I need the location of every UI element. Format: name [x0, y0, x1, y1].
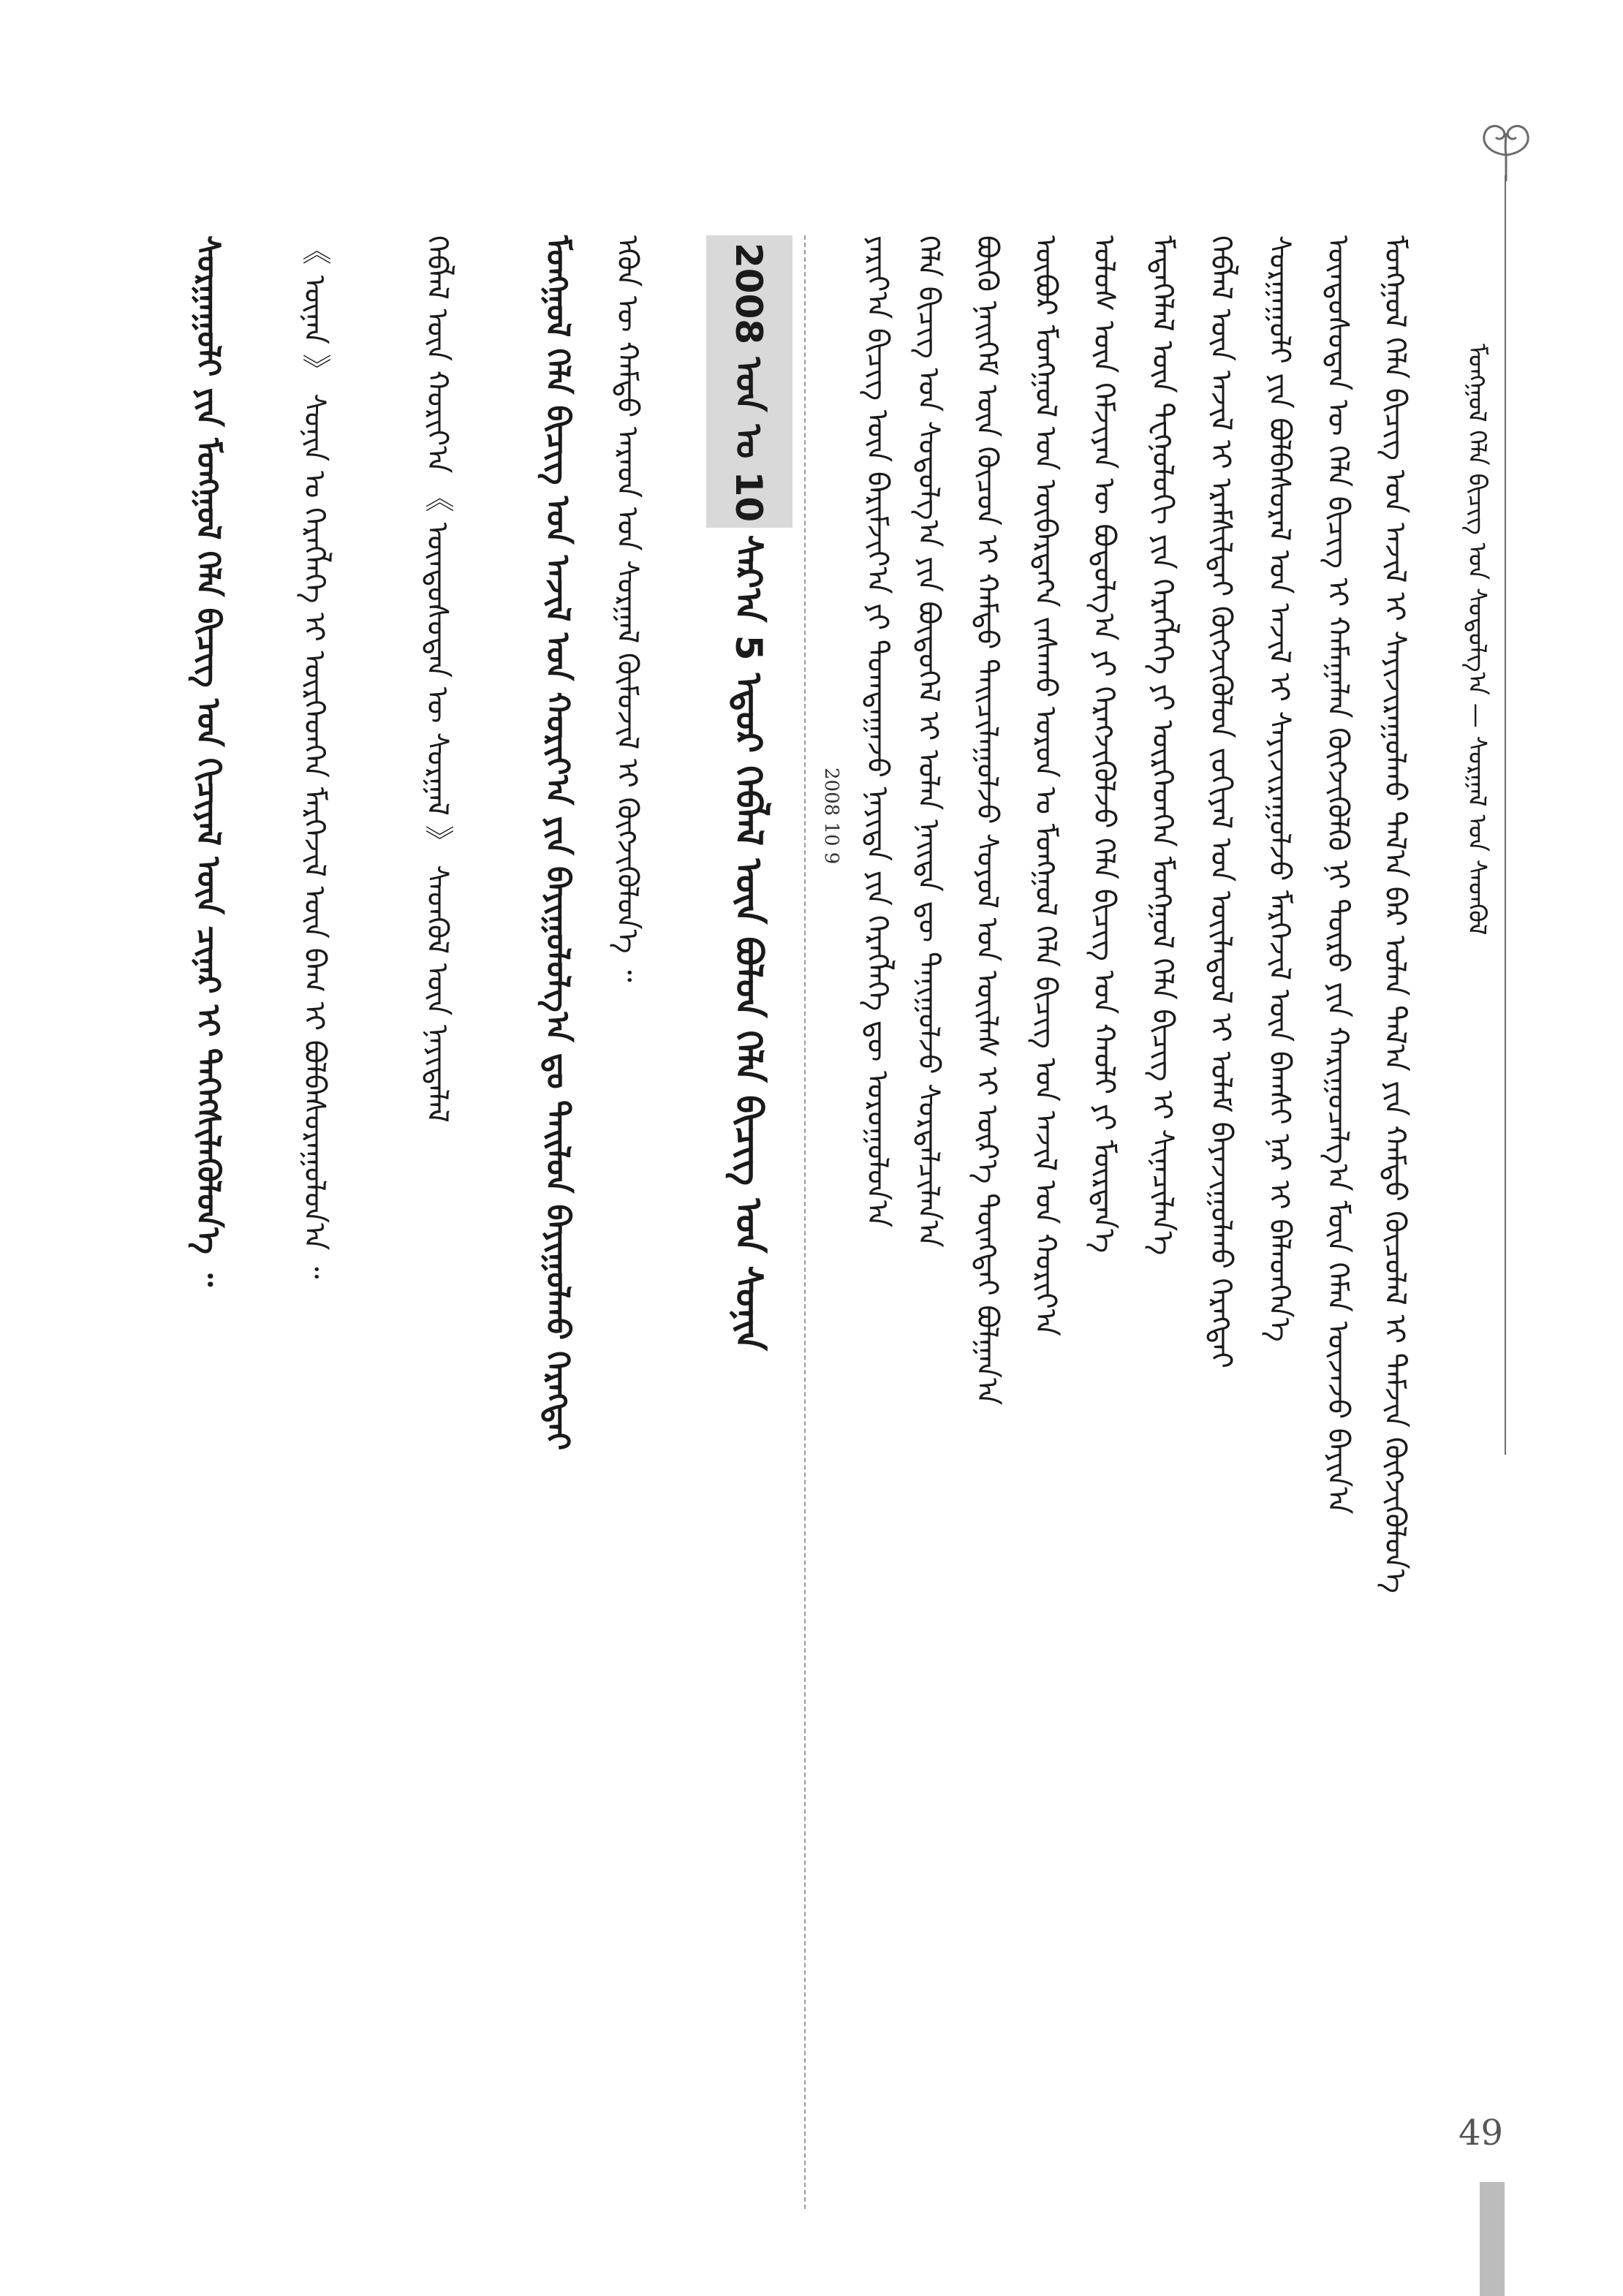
lead-column: ᠪᠦᠬᠦ ᠨᠡᠢᠭᠡᠮ ᠦᠨ ᠬᠦᠴᠦᠨ ᠢ ᠬᠠᠮᠲᠤ ᠳᠠᠢᠴᠢᠯᠠᠭᠤᠯᠵᠤ ᠰᠣᠶᠣᠯ ᠤᠨ ᠦᠢᠯᠡᠰ ᠢ ᠦᠷ᠎ᠡ ᠳᠦᠩᠲᠡᠢ ᠪᠣᠯᠭᠠᠨ᠎ᠠ: [970, 235, 1004, 1406]
lead-column: ᠰᠤᠷᠭᠠᠭᠤᠯᠢ ᠶᠢᠨ ᠪᠣᠯᠪᠠᠰᠤᠷᠠᠯ ᠤᠨ ᠠᠵᠢᠯ ᠢ ᠰᠠᠶᠢᠵᠢᠷᠠᠭᠤᠯᠵᠤ ᠮᠡᠷᠭᠡᠵᠢᠯ ᠦᠨ ᠪᠠᠭᠰᠢ ᠨᠠᠷ ᠢ ᠪᠡᠯᠡᠳᠬᠡᠨ᠎ᠡ: [1263, 235, 1296, 1342]
lead-column: ᠮᠡᠳᠡᠭᠡᠯᠡᠯ ᠦᠨ ᠲᠧᠬᠨᠣᠯᠣᠭᠢ ᠶᠢᠨ ᠬᠡᠷᠡᠭᠯᠡᠭᠡ ᠶᠢ ᠥᠷᠭᠡᠳᠬᠡᠨ ᠮᠣᠩᠭᠣᠯ ᠬᠡᠯᠡ ᠪᠢᠴᠢᠭ ᠢ ᠰᠢᠨᠡᠴᠢᠯᠡᠨ᠎ᠡ: [1146, 235, 1179, 1256]
lead-column: ᠥᠪᠥᠷ ᠮᠣᠩᠭᠣᠯ ᠤᠨ ᠥᠪᠡᠷᠲᠡᠭᠨ ᠵᠠᠰᠠᠬᠤ ᠣᠷᠤᠨ ᠤ ᠮᠣᠩᠭᠣᠯ ᠬᠡᠯᠡ ᠪᠢᠴᠢᠭ ᠤᠨ ᠠᠵᠢᠯ ᠤᠨ ᠬᠣᠷᠢᠶ᠎ᠠ: [1029, 235, 1062, 1336]
lead-column: ᠮᠣᠩᠭᠣᠯ ᠬᠡᠯᠡ ᠪᠢᠴᠢᠭ ᠤᠨ ᠠᠵᠢᠯ ᠢ ᠰᠠᠶᠢᠵᠢᠷᠠᠭᠤᠯᠬᠤ ᠲᠠᠯ᠎ᠠ ᠪᠠᠷ ᠣᠯᠠᠨ ᠲᠠᠯ᠎ᠠ ᠶᠢᠨ ᠬᠠᠮᠲᠤ ᠬᠦᠴᠦᠯᠡᠯ ᠢ ᠳᠡᠮᠵᠢᠨ ᠬᠦᠭᠵᠢᠭᠦᠯᠦᠨ᠎ᠡ: [1378, 235, 1412, 1594]
section-divider: [804, 235, 806, 2209]
side-tab: [1480, 2182, 1505, 2296]
article-title: 2008 ᠣᠨ ᠤ 10 ᠰᠠᠷ᠎ᠠ 5 ᠡᠳᠦᠷ ᠬᠡᠪᠯᠡᠯ ᠦᠨ ᠪᠣᠯᠤᠨ ᠬᠡᠯᠡ ᠪᠢᠴᠢᠭ ᠤᠨ ᠰᠣᠨᠢᠨ: [727, 243, 770, 1351]
body-column-bold: ᠮᠣᠩᠭᠣᠯ ᠬᠡᠯᠡ ᠪᠢᠴᠢᠭ ᠤᠨ ᠠᠵᠢᠯ ᠤᠨ ᠬᠣᠷᠢᠶ᠎ᠠ ᠶᠢᠨ ᠪᠠᠶᠢᠭᠤᠯᠤᠯᠭ᠎ᠠ ᠳᠤ ᠲᠠᠢᠯᠤᠨ ᠪᠠᠶᠢᠭᠤᠯᠬᠤ ᠬᠡᠷᠡᠭᠲᠡᠢ: [539, 235, 576, 1451]
lead-column: ᠤᠯᠤᠰ ᠦᠨ ᠬᠡᠮᠵᠢᠶᠡᠨ ᠦ ᠪᠣᠳᠤᠯᠭ᠎ᠠ ᠶᠢ ᠬᠡᠷᠡᠭᠵᠢᠭᠦᠯᠵᠦ ᠬᠡᠯᠡ ᠪᠢᠴᠢᠭ ᠤᠨ ᠬᠠᠤᠯᠢ ᠶᠢ ᠮᠥᠷᠳᠡᠨ᠎ᠡ: [1087, 235, 1121, 1254]
body-column: ᠡᠭᠦᠨ ᠦ ᠬᠠᠮᠲᠤ ᠠᠷᠠᠳ ᠤᠨ ᠰᠤᠷᠭᠠᠯ ᠬᠦᠮᠦᠵᠢᠯ ᠢ ᠬᠥᠭᠵᠢᠭᠦᠯᠦᠨ᠎ᠡ ᠃: [610, 235, 644, 982]
article-date: 2008 10 9: [820, 768, 842, 865]
article-title-block: [706, 235, 792, 1981]
lead-column: ᠦᠨᠳᠦᠰᠦᠲᠡᠨ ᠦ ᠬᠡᠯᠡ ᠪᠢᠴᠢᠭ ᠢ ᠬᠠᠮᠠᠭᠠᠯᠠᠨ ᠬᠥᠭᠵᠢᠭᠦᠯᠬᠦ ᠨᠢ ᠲᠥᠷᠦ ᠶᠢᠨ ᠬᠠᠷᠢᠭᠤᠴᠠᠯᠭ᠎ᠠ ᠮᠥᠨ ᠬᠡᠮᠡᠨ ᠦᠵᠡᠵᠦ ᠪᠠᠶᠢᠨ᠎ᠠ: [1321, 235, 1355, 1515]
header-rule: [1505, 175, 1506, 1455]
body-column: 《 ᠦᠨᠡᠨ 》 ᠰᠣᠨᠢᠨ ᠤ ᠬᠡᠷᠡᠭᠯᠡᠭᠡ ᠢ ᠥᠷᠭᠡᠳᠬᠡᠨ ᠮᠡᠷᠭᠡᠵᠢᠯ ᠦᠨ ᠪᠠᠭ ᠢ ᠪᠣᠯᠪᠠᠰᠤᠷᠠᠭᠤᠯᠤᠨ᠎ᠠ ᠃: [298, 235, 331, 1279]
lead-column: ᠬᠡᠯᠡ ᠪᠢᠴᠢᠭ ᠤᠨ ᠰᠤᠳᠤᠯᠭ᠎ᠠ ᠶᠢᠨ ᠪᠦᠲᠦᠭᠡᠯ ᠢ ᠣᠯᠠᠨ ᠨᠡᠢᠲᠡ ᠳᠦ ᠲᠠᠨᠢᠭᠤᠯᠵᠤ ᠰᠤᠷᠲᠠᠯᠴᠢᠯᠠᠨ᠎ᠠ: [912, 235, 945, 1248]
body-column-bold: ᠰᠤᠷᠭᠠᠭᠤᠯᠢ ᠶᠢᠨ ᠮᠣᠩᠭᠣᠯ ᠬᠡᠯᠡ ᠪᠢᠴᠢᠭ ᠤᠨ ᠬᠢᠴᠢᠶᠡᠯ ᠦᠨ ᠴᠢᠨᠠᠷ ᠢ ᠳᠡᠭᠡᠭᠰᠢᠯᠡᠭᠦᠯᠦᠨ᠎ᠡ ᠃: [189, 235, 227, 1287]
page-number: 49: [1459, 2113, 1504, 2153]
running-header: ᠮᠣᠩᠭᠣᠯ ᠬᠡᠯᠡ ᠪᠢᠴᠢᠭ ᠤᠨ ᠰᠤᠳᠤᠯᠭ᠎ᠠ — ᠰᠤᠷᠭᠠᠯ ᠤᠨ ᠰᠡᠳᠬᠦᠯ: [1462, 344, 1491, 936]
lead-column: ᠬᠡᠪᠯᠡᠯ ᠦᠨ ᠠᠵᠢᠯ ᠢ ᠡᠷᠡᠮᠰᠢᠯᠲᠡᠢ ᠬᠥᠭᠵᠢᠭᠦᠯᠦᠨ ᠵᠣᠬᠢᠶᠠᠯ ᠤᠨ ᠦᠢᠯᠡᠳᠦᠯ ᠢ ᠤᠯᠠᠮ ᠪᠠᠶᠠᠵᠢᠭᠤᠯᠬᠤ ᠬᠡᠷᠡᠭᠲᠡᠢ: [1204, 235, 1238, 1368]
lead-column: ᠶᠠᠷᠢᠶ᠎ᠠ ᠪᠢᠴᠢᠭ ᠦᠨ ᠪᠠᠷᠢᠮᠵᠢᠶ᠎ᠠ ᠶᠢ ᠲᠣᠭᠲᠠᠭᠠᠵᠤ ᠨᠡᠶᠢᠲᠡ ᠶᠢᠨ ᠬᠡᠷᠡᠭᠯᠡᠭᠡ ᠳᠦ ᠣᠷᠣᠭᠤᠯᠤᠨ᠎ᠠ: [860, 235, 894, 1228]
scroll-ornament-icon: [1471, 117, 1541, 183]
body-column: ᠬᠡᠪᠯᠡᠯ ᠦᠨ ᠬᠣᠷᠢᠶ᠎ᠠ 《 ᠦᠨᠳᠦᠰᠦᠲᠡᠨ ᠦ ᠰᠤᠷᠭᠠᠯ 》 ᠰᠡᠳᠬᠦᠯ ᠦᠨ ᠨᠡᠶᠢᠲᠡᠯᠡᠯ: [420, 235, 454, 1123]
